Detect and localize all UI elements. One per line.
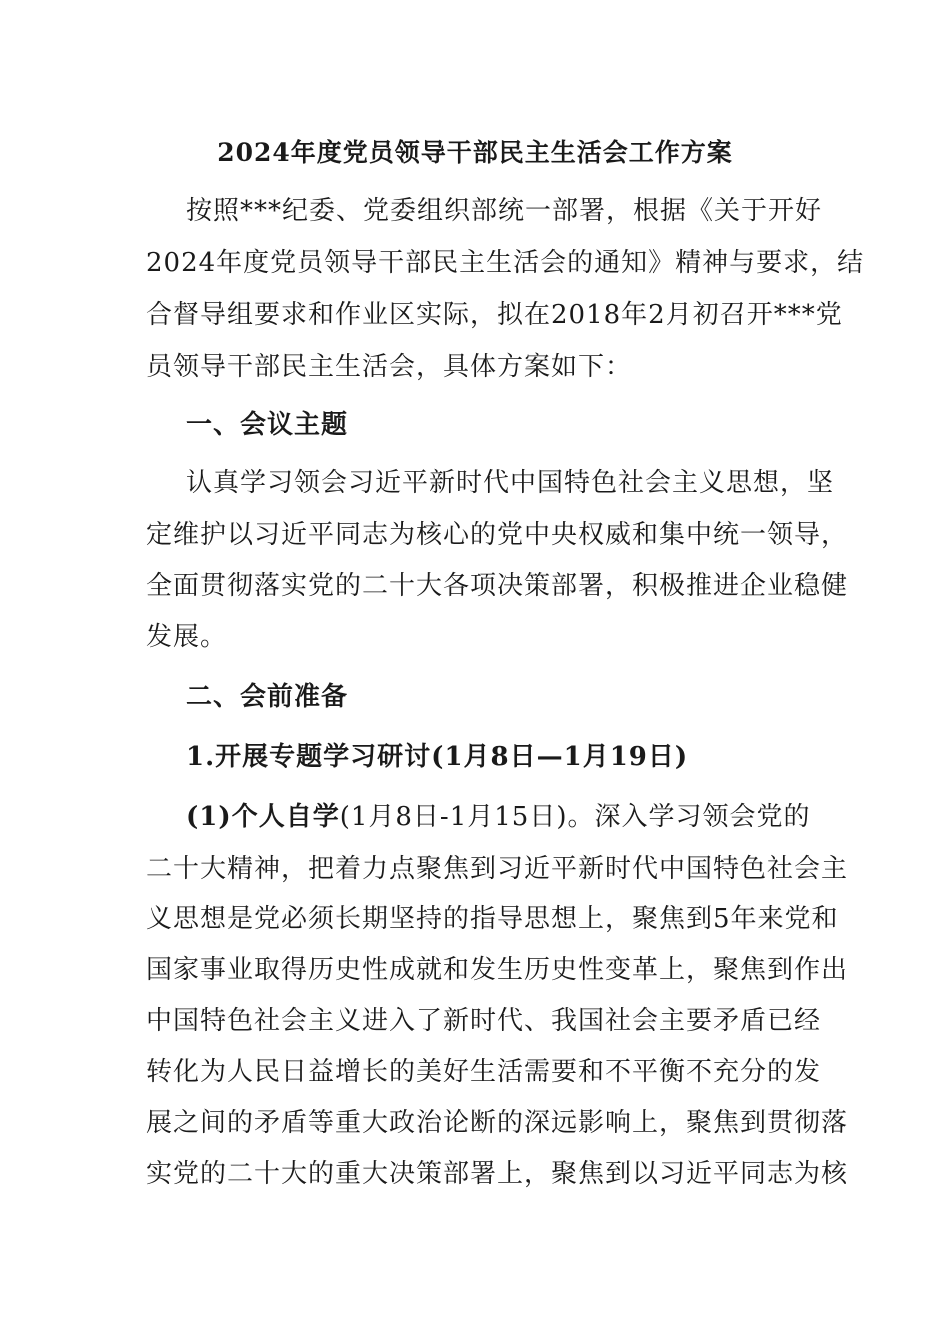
item1-line: 义思想是党必须长期坚持的指导思想上，聚焦到5年来党和 bbox=[146, 904, 839, 934]
item1-line: 二十大精神，把着力点聚焦到习近平新时代中国特色社会主 bbox=[146, 854, 849, 884]
intro-line: 合督导组要求和作业区实际，拟在2018年2月初召开***党 bbox=[146, 300, 843, 330]
item1-line: 国家事业取得历史性成就和发生历史性变革上，聚焦到作出 bbox=[146, 955, 849, 985]
section1-line: 定维护以习近平同志为核心的党中央权威和集中统一领导， bbox=[146, 520, 849, 550]
document-title: 2024年度党员领导干部民主生活会工作方案 bbox=[217, 138, 733, 167]
item1-line: 展之间的矛盾等重大政治论断的深远影响上，聚焦到贯彻落 bbox=[146, 1108, 849, 1138]
section-heading-1: 一、会议主题 bbox=[186, 410, 349, 440]
item1-label: (1)个人自学 bbox=[186, 802, 340, 832]
item1-line: 中国特色社会主义进入了新时代、我国社会主要矛盾已经 bbox=[146, 1006, 822, 1036]
intro-line: 2024年度党员领导干部民主生活会的通知》精神与要求，结 bbox=[146, 248, 865, 278]
section1-line: 认真学习领会习近平新时代中国特色社会主义思想，坚 bbox=[186, 468, 835, 498]
section1-line: 全面贯彻落实党的二十大各项决策部署，积极推进企业稳健 bbox=[146, 571, 849, 601]
section-heading-2: 二、会前准备 bbox=[186, 682, 349, 712]
intro-line: 员领导干部民主生活会，具体方案如下： bbox=[146, 352, 633, 382]
section1-line: 发展。 bbox=[146, 622, 228, 652]
item1-first-line bbox=[146, 793, 811, 841]
item1-line: 转化为人民日益增长的美好生活需要和不平衡不充分的发 bbox=[146, 1057, 822, 1087]
subsection-heading: 1.开展专题学习研讨(1月8日—1月19日) bbox=[186, 742, 689, 772]
item1-line: 实党的二十大的重大决策部署上，聚焦到以习近平同志为核 bbox=[146, 1159, 849, 1189]
item1-first-rest: (1月8日-1月15日)。深入学习领会党的 bbox=[339, 802, 811, 832]
intro-line: 按照***纪委、党委组织部统一部署，根据《关于开好 bbox=[186, 196, 823, 226]
